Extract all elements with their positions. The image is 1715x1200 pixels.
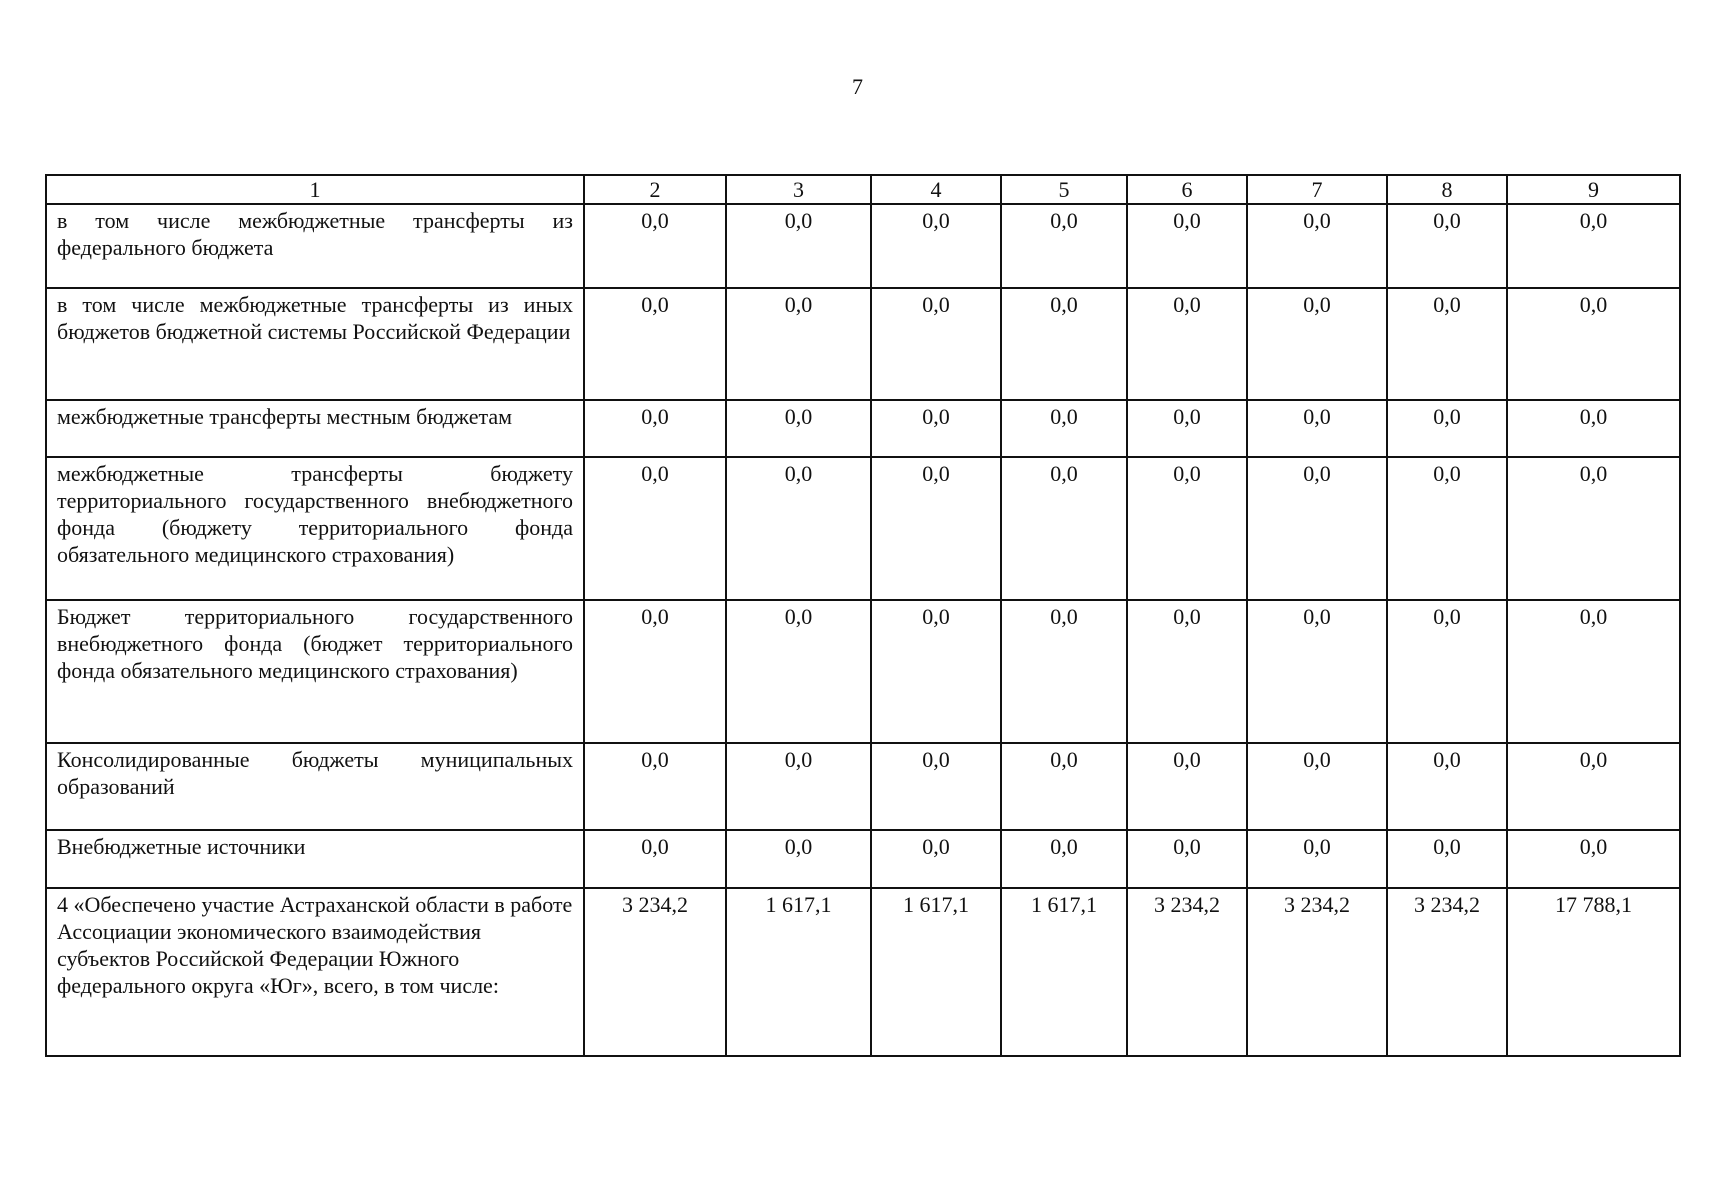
value-cell: 17 788,1: [1507, 888, 1680, 1056]
value-cell: 0,0: [1387, 830, 1507, 888]
value-cell: 0,0: [726, 400, 871, 457]
value-cell: 0,0: [871, 288, 1001, 400]
value-cell: 0,0: [1387, 288, 1507, 400]
row-label: 4 «Обеспечено участие Астраханской области в работе Ассоциации экономического взаимодействия субъектов Российской Федерации Южного федерального округа «Юг», всего, в том числе:: [46, 888, 584, 1056]
value-cell: 0,0: [1001, 204, 1127, 288]
value-cell: 0,0: [1127, 400, 1247, 457]
value-cell: 0,0: [1247, 204, 1387, 288]
value-cell: 0,0: [584, 288, 726, 400]
header-row: [46, 175, 1680, 204]
value-cell: 0,0: [1247, 600, 1387, 743]
value-cell: 1 617,1: [726, 888, 871, 1056]
value-cell: 0,0: [871, 743, 1001, 830]
header-cell: 9: [1507, 175, 1680, 204]
value-cell: 0,0: [1001, 600, 1127, 743]
value-cell: 0,0: [1247, 400, 1387, 457]
value-cell: 0,0: [584, 600, 726, 743]
value-cell: 0,0: [726, 743, 871, 830]
value-cell: 0,0: [1507, 288, 1680, 400]
value-cell: 0,0: [1507, 400, 1680, 457]
value-cell: 0,0: [1387, 204, 1507, 288]
value-cell: 0,0: [871, 830, 1001, 888]
row-label: Бюджет территориального государственного внебюджетного фонда (бюджет территориального фонда обязательного медицинского страхования): [46, 600, 584, 743]
table-row: [46, 600, 1680, 743]
value-cell: 0,0: [871, 600, 1001, 743]
value-cell: 0,0: [726, 204, 871, 288]
value-cell: 1 617,1: [1001, 888, 1127, 1056]
value-cell: 0,0: [1127, 743, 1247, 830]
table-row: [46, 743, 1680, 830]
value-cell: 1 617,1: [871, 888, 1001, 1056]
value-cell: 0,0: [726, 288, 871, 400]
table-row: [46, 888, 1680, 1056]
value-cell: 0,0: [584, 830, 726, 888]
row-label: в том числе межбюджетные трансферты из иных бюджетов бюджетной системы Российской Федерации: [46, 288, 584, 400]
value-cell: 0,0: [1387, 743, 1507, 830]
row-label: межбюджетные трансферты бюджету территориального государственного внебюджетного фонда (бюджету территориального фонда обязательного медицинского страхования): [46, 457, 584, 600]
value-cell: 0,0: [1001, 288, 1127, 400]
value-cell: 0,0: [1127, 600, 1247, 743]
row-label: Внебюджетные источники: [46, 830, 584, 888]
value-cell: 0,0: [1001, 457, 1127, 600]
row-label: в том числе межбюджетные трансферты из федерального бюджета: [46, 204, 584, 288]
budget-table: [45, 174, 1681, 1057]
value-cell: 0,0: [1127, 457, 1247, 600]
value-cell: 0,0: [726, 457, 871, 600]
value-cell: 0,0: [1507, 600, 1680, 743]
header-cell: 8: [1387, 175, 1507, 204]
value-cell: 0,0: [1001, 400, 1127, 457]
header-cell: 2: [584, 175, 726, 204]
table-row: [46, 457, 1680, 600]
value-cell: 0,0: [1247, 288, 1387, 400]
table-row: [46, 288, 1680, 400]
value-cell: 0,0: [584, 204, 726, 288]
value-cell: 0,0: [871, 204, 1001, 288]
page-number: 7: [852, 74, 863, 99]
row-label: Консолидированные бюджеты муниципальных образований: [46, 743, 584, 830]
value-cell: 3 234,2: [1127, 888, 1247, 1056]
table-row: [46, 400, 1680, 457]
value-cell: 0,0: [726, 600, 871, 743]
value-cell: 3 234,2: [584, 888, 726, 1056]
table-row: [46, 830, 1680, 888]
value-cell: 0,0: [1247, 743, 1387, 830]
header-cell: 7: [1247, 175, 1387, 204]
value-cell: 0,0: [1127, 830, 1247, 888]
value-cell: 0,0: [1507, 457, 1680, 600]
table-row: [46, 204, 1680, 288]
value-cell: 0,0: [1001, 830, 1127, 888]
value-cell: 0,0: [1001, 743, 1127, 830]
value-cell: 0,0: [1127, 288, 1247, 400]
value-cell: 0,0: [1507, 204, 1680, 288]
value-cell: 0,0: [584, 457, 726, 600]
value-cell: 0,0: [1247, 830, 1387, 888]
value-cell: 0,0: [1387, 400, 1507, 457]
value-cell: 3 234,2: [1387, 888, 1507, 1056]
value-cell: 3 234,2: [1247, 888, 1387, 1056]
value-cell: 0,0: [1247, 457, 1387, 600]
value-cell: 0,0: [1507, 830, 1680, 888]
value-cell: 0,0: [1387, 600, 1507, 743]
header-cell: 5: [1001, 175, 1127, 204]
value-cell: 0,0: [1387, 457, 1507, 600]
value-cell: 0,0: [871, 457, 1001, 600]
value-cell: 0,0: [1127, 204, 1247, 288]
header-cell: 6: [1127, 175, 1247, 204]
header-cell: 3: [726, 175, 871, 204]
value-cell: 0,0: [871, 400, 1001, 457]
value-cell: 0,0: [726, 830, 871, 888]
row-label: межбюджетные трансферты местным бюджетам: [46, 400, 584, 457]
value-cell: 0,0: [584, 743, 726, 830]
value-cell: 0,0: [1507, 743, 1680, 830]
header-cell: 4: [871, 175, 1001, 204]
header-cell: 1: [46, 175, 584, 204]
value-cell: 0,0: [584, 400, 726, 457]
